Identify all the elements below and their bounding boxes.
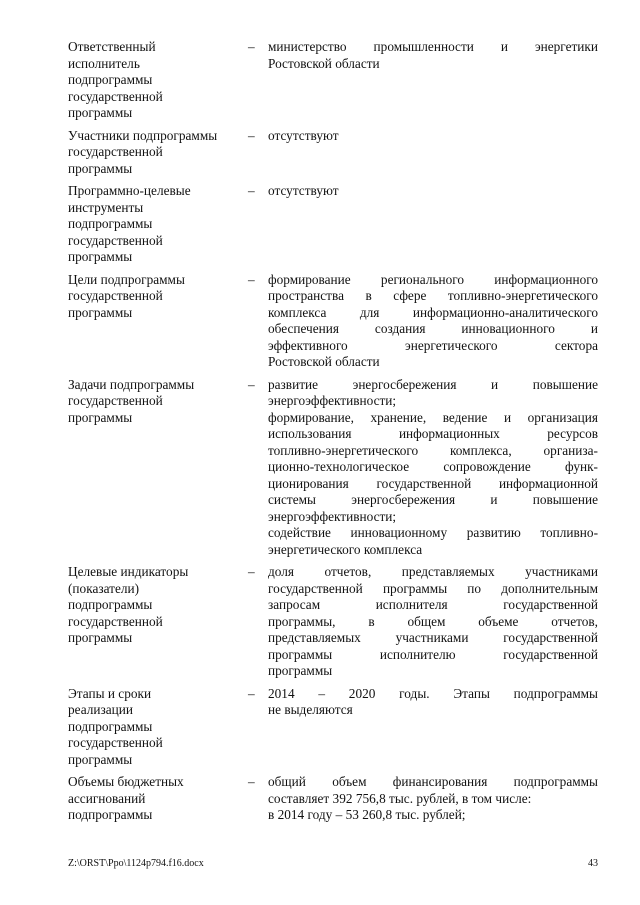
row-label bbox=[68, 272, 246, 322]
row-label-line: Объемы бюджетных bbox=[68, 774, 184, 789]
footer-file-path: Z:\ORST\Ppo\1124p794.f16.docx bbox=[68, 858, 204, 869]
row-label-line: инструменты bbox=[68, 199, 144, 215]
row-value-line: формирование регионального информационного bbox=[268, 271, 598, 287]
row-value-line: отсутствуют bbox=[268, 183, 339, 198]
row-value-line: 2014 – 2020 годы. Этапы подпрограммы bbox=[268, 685, 598, 701]
row-value bbox=[268, 183, 598, 200]
row-label-line: (показатели) bbox=[68, 580, 140, 596]
row-label bbox=[68, 564, 246, 647]
row-value-line: энергоэффективности; bbox=[268, 508, 397, 524]
row-value-line: комплекса для информационно-аналитического bbox=[268, 304, 598, 320]
row-label-line: государственной bbox=[68, 232, 163, 248]
row-label bbox=[68, 774, 246, 824]
row-value bbox=[268, 686, 598, 719]
row-label-line: государственной bbox=[68, 144, 163, 159]
row-dash: – bbox=[248, 774, 255, 789]
row-value-line: использования информационных ресурсов bbox=[268, 426, 598, 441]
row-value-line: государственной программы по дополнительным bbox=[268, 580, 598, 596]
row-value bbox=[268, 272, 598, 371]
row-value-line: программы bbox=[268, 663, 333, 678]
row-value-line: топливно-энергетического комплекса, организа- bbox=[268, 442, 598, 458]
row-label-line: ассигнований bbox=[68, 790, 146, 806]
row-value-line: ционно-технологическое сопровождение функ- bbox=[268, 459, 598, 474]
row-value-line: энергоэффективности; bbox=[268, 393, 397, 408]
row-value-line: министерство промышленности и энергетики bbox=[268, 39, 598, 54]
row-value-line: эффективного энергетического сектора bbox=[268, 337, 598, 353]
row-value-line: содействие инновационному развитию топливно- bbox=[268, 525, 598, 540]
row-label-line: подпрограммы bbox=[68, 718, 153, 734]
row-label-line: программы bbox=[68, 249, 133, 264]
row-value-line: представляемых участниками государственной bbox=[268, 630, 598, 645]
passport-row bbox=[68, 564, 598, 680]
row-dash: – bbox=[248, 271, 255, 287]
row-label-line: Целевые индикаторы bbox=[68, 564, 189, 579]
passport-row bbox=[68, 183, 598, 266]
footer-page-number: 43 bbox=[588, 858, 598, 869]
row-value-line: запросам исполнителя государственной bbox=[268, 597, 598, 612]
row-label-line: Задачи подпрограммы bbox=[68, 376, 195, 392]
row-dash: – bbox=[248, 685, 255, 701]
row-label bbox=[68, 39, 246, 122]
row-label-line: программы bbox=[68, 160, 133, 176]
row-label bbox=[68, 183, 246, 266]
row-label-line: государственной bbox=[68, 288, 163, 303]
row-dash: – bbox=[248, 183, 255, 198]
row-value-line: общий объем финансирования подпрограммы bbox=[268, 774, 598, 789]
row-value-line: в 2014 году – 53 260,8 тыс. рублей; bbox=[268, 807, 466, 822]
row-label-line: государственной bbox=[68, 613, 163, 629]
row-value-line: Ростовской области bbox=[268, 55, 380, 71]
row-label-line: Ответственный bbox=[68, 39, 156, 54]
row-label bbox=[68, 686, 246, 769]
passport-row bbox=[68, 686, 598, 769]
row-dash: – bbox=[248, 39, 255, 54]
row-value-line: не выделяются bbox=[268, 702, 353, 717]
row-label-line: государственной bbox=[68, 393, 163, 408]
row-label bbox=[68, 128, 246, 178]
row-label-line: Программно-целевые bbox=[68, 183, 191, 198]
passport-row bbox=[68, 128, 598, 178]
row-label-line: исполнитель bbox=[68, 55, 140, 71]
row-dash: – bbox=[248, 564, 255, 579]
row-value-line: доля отчетов, представляемых участниками bbox=[268, 564, 598, 579]
row-value-line: Ростовской области bbox=[268, 354, 380, 369]
row-value-line: энергетического комплекса bbox=[268, 541, 423, 557]
row-value-line: программы, в общем объеме отчетов, bbox=[268, 613, 598, 629]
row-label-line: программы bbox=[68, 409, 133, 425]
row-label-line: государственной bbox=[68, 88, 163, 104]
row-label-line: подпрограммы bbox=[68, 807, 153, 822]
row-label-line: программы bbox=[68, 105, 133, 120]
row-value bbox=[268, 128, 598, 145]
row-value-line: системы энергосбережения и повышение bbox=[268, 492, 598, 507]
row-label bbox=[68, 377, 246, 427]
passport-row bbox=[68, 774, 598, 824]
row-dash: – bbox=[248, 376, 255, 392]
row-value-line: развитие энергосбережения и повышение bbox=[268, 376, 598, 392]
row-label-line: Цели подпрограммы bbox=[68, 271, 185, 287]
row-value-line: ционирования государственной информационной bbox=[268, 475, 598, 491]
row-label-line: подпрограммы bbox=[68, 597, 153, 612]
row-label-line: программы bbox=[68, 304, 133, 320]
row-label-line: реализации bbox=[68, 702, 133, 717]
passport-row bbox=[68, 39, 598, 122]
row-label-line: подпрограммы bbox=[68, 216, 153, 231]
row-value bbox=[268, 774, 598, 824]
row-label-line: Этапы и сроки bbox=[68, 685, 152, 701]
row-value-line: программы исполнителю государственной bbox=[268, 646, 598, 662]
row-value bbox=[268, 39, 598, 72]
row-value-line: отсутствуют bbox=[268, 127, 339, 143]
row-value-line: формирование, хранение, ведение и организация bbox=[268, 409, 598, 425]
row-value bbox=[268, 564, 598, 680]
row-value-line: пространства в сфере топливно-энергетического bbox=[268, 288, 598, 303]
row-value-line: составляет 392 756,8 тыс. рублей, в том числе: bbox=[268, 790, 532, 806]
row-label-line: Участники подпрограммы bbox=[68, 127, 218, 143]
passport-table bbox=[68, 39, 598, 830]
row-label-line: программы bbox=[68, 751, 133, 767]
row-label-line: государственной bbox=[68, 735, 163, 750]
row-value bbox=[268, 377, 598, 559]
row-dash: – bbox=[248, 127, 255, 143]
row-label-line: программы bbox=[68, 630, 133, 645]
row-value-line: обеспечения создания инновационного и bbox=[268, 321, 598, 336]
passport-row bbox=[68, 272, 598, 371]
passport-row bbox=[68, 377, 598, 559]
row-label-line: подпрограммы bbox=[68, 72, 153, 87]
page-footer bbox=[68, 858, 598, 870]
